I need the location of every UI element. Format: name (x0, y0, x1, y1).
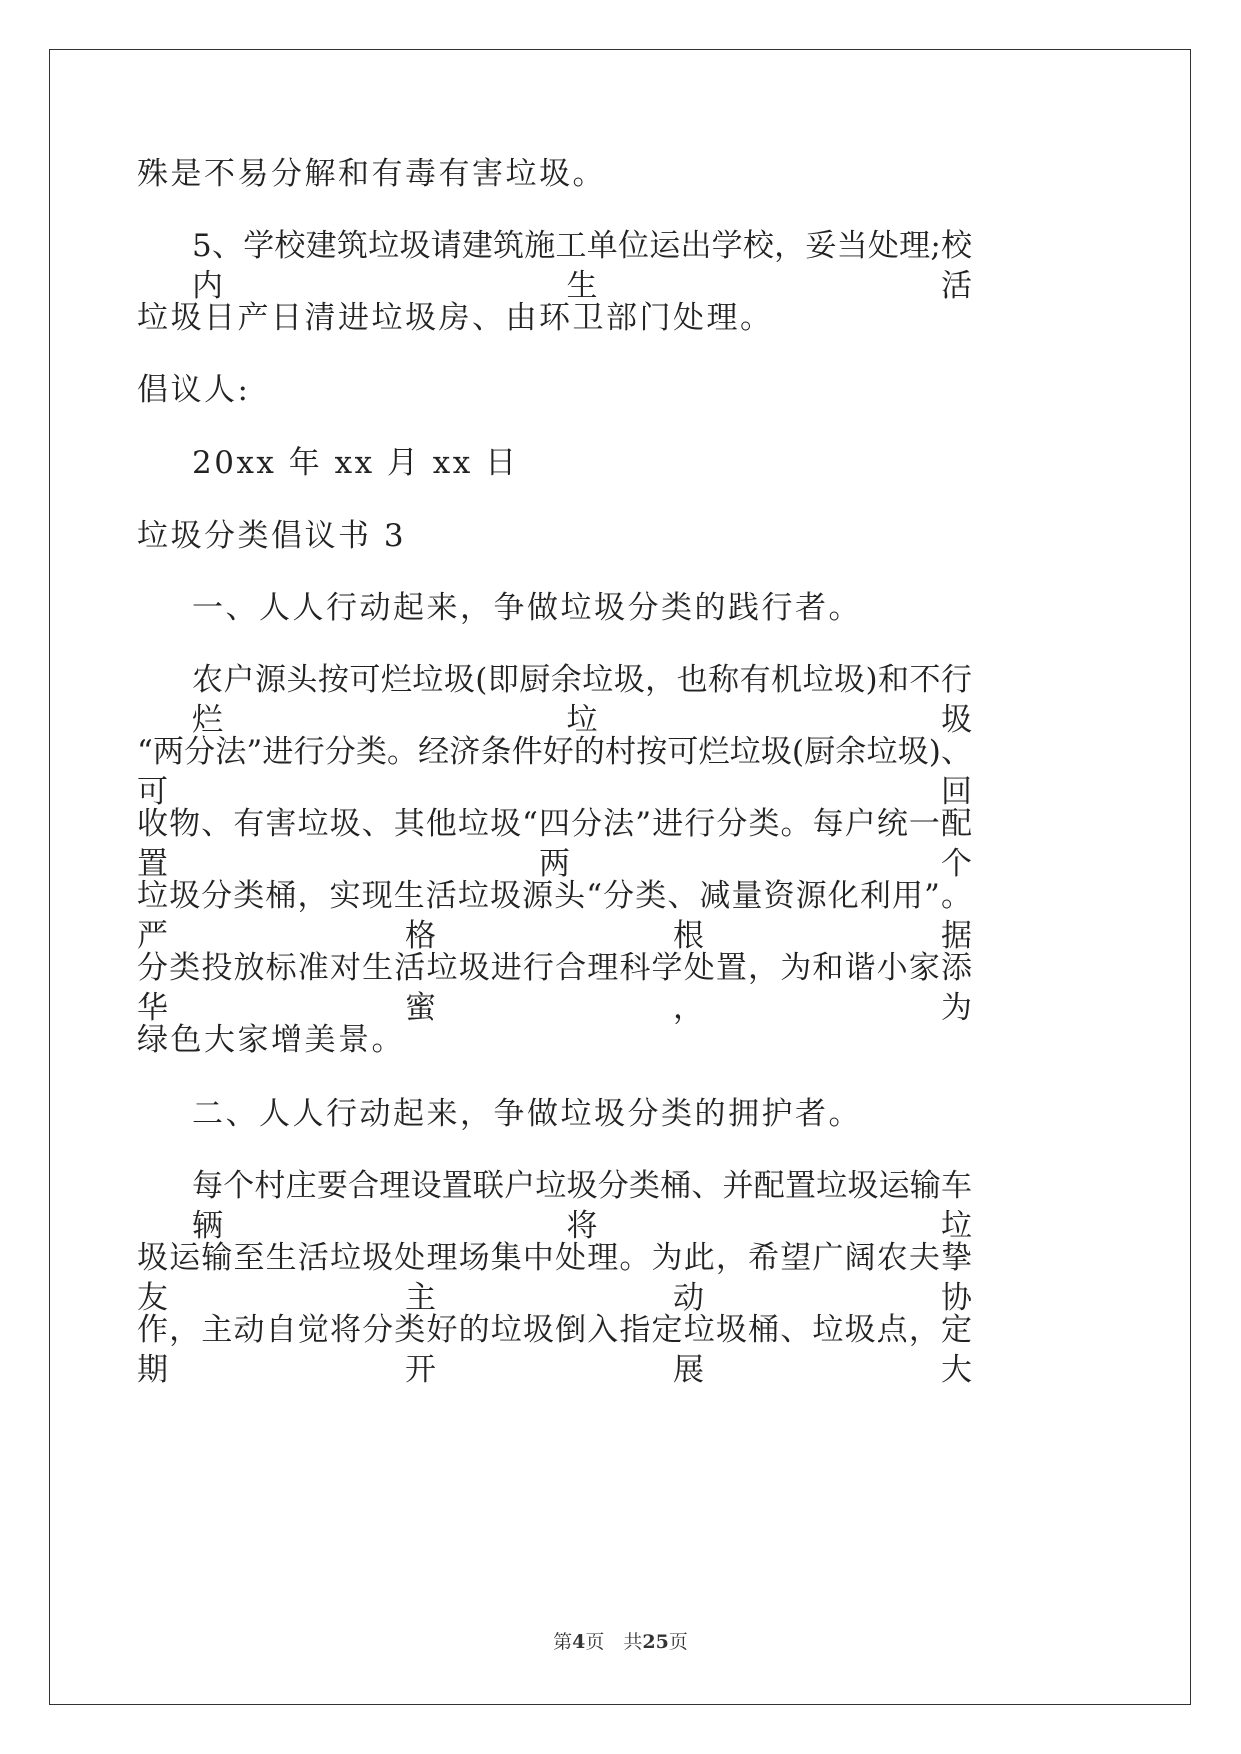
total-page-number: 25 (642, 1631, 669, 1653)
date-line: 20xx 年 xx 月 xx 日 (192, 445, 519, 481)
text-line: 每个村庄要合理设置联户垃圾分类桶、并配置垃圾运输车辆将垃 (192, 1168, 972, 1244)
text-line: 垃圾分类桶，实现生活垃圾源头“分类、减量资源化利用”。严格根据 (137, 878, 972, 954)
text-line: 作，主动自觉将分类好的垃圾倒入指定垃圾桶、垃圾点，定期开展大 (137, 1312, 972, 1388)
footer-suffix: 页 (668, 1631, 688, 1653)
page-footer (0, 1630, 1241, 1654)
text-line: 绿色大家增美景。 (137, 1022, 405, 1058)
text-line: 圾运输至生活垃圾处理场集中处理。为此，希望广阔农夫挚友主动协 (137, 1240, 972, 1316)
current-page-number: 4 (572, 1631, 586, 1653)
text-line: “两分法”进行分类。经济条件好的村按可烂垃圾(厨余垃圾)、可回 (137, 734, 972, 810)
footer-middle: 页 共 (585, 1631, 643, 1653)
subheading: 一、人人行动起来，争做垃圾分类的践行者。 (192, 590, 862, 626)
text-line: 殊是不易分解和有毒有害垃圾。 (137, 156, 606, 192)
footer-prefix: 第 (553, 1631, 573, 1653)
subheading: 二、人人行动起来，争做垃圾分类的拥护者。 (192, 1096, 862, 1132)
text-line: 倡议人: (137, 372, 251, 408)
text-line: 农户源头按可烂垃圾(即厨余垃圾，也称有机垃圾)和不行烂垃圾 (192, 662, 972, 738)
text-line: 收物、有害垃圾、其他垃圾“四分法”进行分类。每户统一配置两个 (137, 806, 972, 882)
text-line: 垃圾日产日清进垃圾房、由环卫部门处理。 (137, 300, 774, 336)
text-line: 分类投放标准对生活垃圾进行合理科学处置，为和谐小家添华蜜，为 (137, 950, 972, 1026)
text-line: 5、学校建筑垃圾请建筑施工单位运出学校，妥当处理;校内生活 (192, 228, 972, 304)
section-heading: 垃圾分类倡议书 3 (137, 518, 407, 554)
